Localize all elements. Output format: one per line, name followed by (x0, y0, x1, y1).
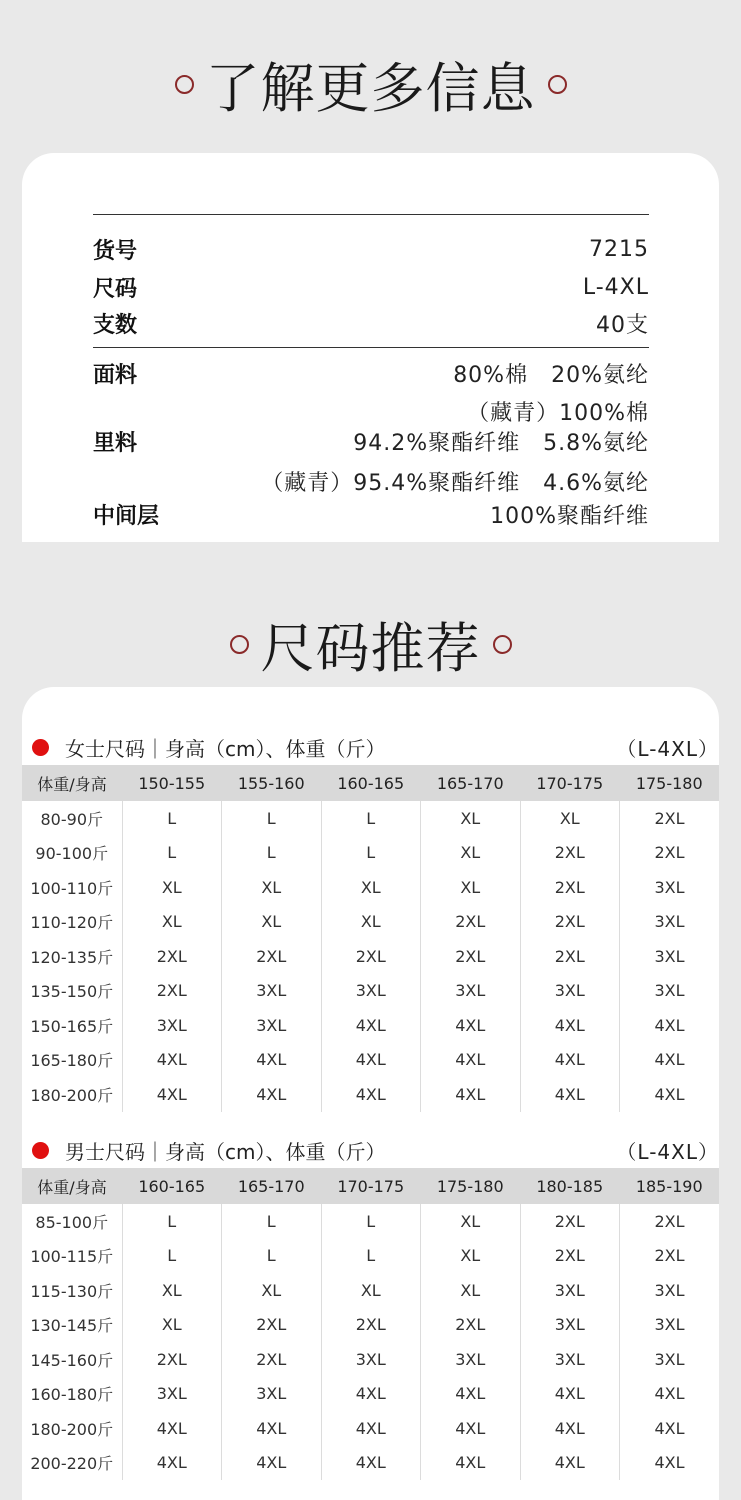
size-cell: 3XL (620, 1308, 720, 1343)
table-row (22, 1273, 719, 1308)
size-cell: 4XL (620, 1077, 720, 1112)
size-cell: 3XL (520, 1342, 620, 1377)
women-range: （L-4XL） (616, 736, 719, 761)
header-height: 170-175 (321, 1168, 421, 1204)
size-cell: XL (321, 1273, 421, 1308)
table-row (22, 870, 719, 905)
women-heading-text: 女士尺码｜身高（cm）、体重（斤） (65, 736, 386, 761)
size-cell: 2XL (122, 939, 222, 974)
size-cell: 3XL (222, 1377, 322, 1412)
header-height: 150-155 (122, 765, 222, 801)
weight-cell: 120-135斤 (30, 947, 114, 967)
weight-cell: 115-130斤 (30, 1281, 114, 1301)
size-cell: XL (122, 1273, 222, 1308)
size-cell: 3XL (620, 870, 720, 905)
size-cell: L (122, 801, 222, 836)
weight-cell: 110-120斤 (30, 913, 114, 933)
size-cell: XL (222, 905, 322, 940)
size-cell: 3XL (520, 974, 620, 1009)
info-value: 80%棉 20%氨纶 (453, 362, 649, 388)
table-row (22, 1446, 719, 1481)
size-cell: 4XL (520, 1377, 620, 1412)
size-cell: 2XL (520, 905, 620, 940)
table-row (22, 1377, 719, 1412)
size-cell: 4XL (222, 1411, 322, 1446)
table-row (22, 1411, 719, 1446)
weight-cell: 85-100斤 (35, 1212, 109, 1232)
size-cell: 2XL (222, 939, 322, 974)
size-cell: 3XL (421, 974, 521, 1009)
size-cell: L (222, 836, 322, 871)
weight-cell: 150-165斤 (30, 1016, 114, 1036)
size-cell: 4XL (321, 1008, 421, 1043)
table-row (22, 1204, 719, 1239)
size-cell: 4XL (421, 1377, 521, 1412)
size-cell: 4XL (122, 1043, 222, 1078)
header-corner: 体重/身高 (22, 765, 122, 801)
header-height: 155-160 (222, 765, 322, 801)
info-value: 40支 (596, 312, 649, 338)
table-row (22, 1008, 719, 1043)
size-cell: 3XL (421, 1342, 521, 1377)
circle-icon (548, 75, 567, 94)
weight-cell: 80-90斤 (40, 809, 103, 829)
section-title-text: 尺码推荐 (260, 616, 481, 680)
header-height: 160-165 (321, 765, 421, 801)
size-cell: 3XL (520, 1273, 620, 1308)
size-cell: 4XL (520, 1008, 620, 1043)
size-cell: 2XL (222, 1308, 322, 1343)
size-cell: XL (122, 1308, 222, 1343)
circle-icon (493, 635, 512, 654)
circle-icon (230, 635, 249, 654)
size-cell: 4XL (321, 1446, 421, 1481)
info-row-middle (93, 498, 649, 530)
size-cell: L (122, 1239, 222, 1274)
header-height: 175-180 (421, 1168, 521, 1204)
size-cell: XL (421, 801, 521, 836)
size-cell: 3XL (122, 1377, 222, 1412)
info-label: 面料 (93, 362, 138, 388)
weight-cell: 200-220斤 (30, 1454, 114, 1474)
weight-cell: 165-180斤 (30, 1051, 114, 1071)
size-cell: XL (321, 870, 421, 905)
size-cell: 2XL (520, 1204, 620, 1239)
size-cell: 2XL (421, 905, 521, 940)
size-cell: 3XL (520, 1308, 620, 1343)
size-cell: 3XL (620, 905, 720, 940)
size-cell: L (321, 1204, 421, 1239)
info-label: 货号 (93, 238, 138, 264)
size-cell: 3XL (321, 1342, 421, 1377)
section-title-text: 了解更多信息 (205, 56, 536, 120)
size-cell: 4XL (321, 1377, 421, 1412)
size-cell: 4XL (321, 1411, 421, 1446)
size-cell: 4XL (620, 1411, 720, 1446)
size-card (22, 687, 719, 1500)
info-card (22, 153, 719, 542)
size-cell: 4XL (421, 1077, 521, 1112)
info-row-size (93, 271, 649, 303)
header-height: 175-180 (620, 765, 720, 801)
weight-cell: 160-180斤 (30, 1385, 114, 1405)
weight-cell: 100-110斤 (30, 878, 114, 898)
size-cell: 2XL (520, 870, 620, 905)
info-row-item-no (93, 233, 649, 265)
size-cell: 4XL (520, 1043, 620, 1078)
size-cell: L (222, 1204, 322, 1239)
divider (93, 347, 649, 348)
size-cell: 4XL (620, 1377, 720, 1412)
section-title-size (0, 612, 741, 680)
size-cell: 4XL (321, 1043, 421, 1078)
size-cell: XL (421, 836, 521, 871)
info-row-fabric (93, 357, 649, 389)
bullet-icon (32, 1142, 49, 1159)
size-cell: XL (421, 870, 521, 905)
size-cell: 3XL (222, 1008, 322, 1043)
table-row (22, 974, 719, 1009)
size-cell: XL (122, 870, 222, 905)
size-cell: XL (421, 1239, 521, 1274)
size-cell: XL (222, 870, 322, 905)
size-cell: 2XL (321, 939, 421, 974)
size-cell: 4XL (421, 1446, 521, 1481)
size-cell: 4XL (520, 1411, 620, 1446)
size-cell: XL (222, 1273, 322, 1308)
size-cell: 2XL (122, 1342, 222, 1377)
weight-cell: 130-145斤 (30, 1316, 114, 1336)
info-label: 里料 (93, 430, 138, 456)
info-row-count (93, 307, 649, 339)
header-height: 180-185 (520, 1168, 620, 1204)
header-height: 185-190 (620, 1168, 720, 1204)
size-cell: 3XL (620, 939, 720, 974)
size-cell: 3XL (321, 974, 421, 1009)
size-cell: XL (321, 905, 421, 940)
size-cell: L (122, 1204, 222, 1239)
weight-cell: 90-100斤 (35, 844, 109, 864)
size-cell: 2XL (520, 836, 620, 871)
size-cell: 2XL (122, 974, 222, 1009)
info-row-lining (93, 425, 649, 457)
size-cell: 4XL (222, 1446, 322, 1481)
header-height: 165-170 (222, 1168, 322, 1204)
size-cell: XL (520, 801, 620, 836)
size-cell: 4XL (520, 1446, 620, 1481)
size-cell: 4XL (122, 1077, 222, 1112)
size-cell: 4XL (620, 1446, 720, 1481)
size-cell: 2XL (321, 1308, 421, 1343)
men-size-table (22, 1168, 719, 1480)
size-cell: 3XL (620, 1342, 720, 1377)
info-value: L-4XL (582, 274, 649, 300)
table-row (22, 939, 719, 974)
size-cell: 4XL (122, 1411, 222, 1446)
size-cell: 3XL (620, 974, 720, 1009)
bullet-icon (32, 739, 49, 756)
info-value: 94.2%聚酯纤维 5.8%氨纶 (353, 430, 649, 456)
header-height: 160-165 (122, 1168, 222, 1204)
women-size-table (22, 765, 719, 1112)
size-cell: 2XL (620, 801, 720, 836)
table-row (22, 1342, 719, 1377)
size-cell: 3XL (620, 1273, 720, 1308)
info-label: 尺码 (93, 276, 138, 302)
size-cell: 4XL (122, 1446, 222, 1481)
size-cell: 4XL (421, 1008, 521, 1043)
size-cell: 3XL (122, 1008, 222, 1043)
size-cell: 4XL (222, 1077, 322, 1112)
size-cell: 2XL (620, 1204, 720, 1239)
weight-cell: 180-200斤 (30, 1085, 114, 1105)
size-cell: 2XL (222, 1342, 322, 1377)
size-cell: L (321, 1239, 421, 1274)
size-cell: 4XL (421, 1043, 521, 1078)
size-cell: 4XL (321, 1077, 421, 1112)
info-value: 7215 (589, 236, 649, 262)
table-header-row (22, 765, 719, 801)
table-row (22, 905, 719, 940)
lining-line-3: （藏青）95.4%聚酯纤维 4.6%氨纶 (261, 471, 649, 496)
table-row (22, 801, 719, 836)
divider (93, 214, 649, 215)
size-cell: L (222, 1239, 322, 1274)
size-cell: XL (421, 1204, 521, 1239)
size-cell: 3XL (222, 974, 322, 1009)
size-cell: 2XL (520, 1239, 620, 1274)
info-label: 支数 (93, 312, 138, 338)
table-row (22, 1239, 719, 1274)
table-row (22, 836, 719, 871)
weight-cell: 180-200斤 (30, 1419, 114, 1439)
women-size-heading (32, 732, 719, 762)
size-cell: L (222, 801, 322, 836)
table-row (22, 1077, 719, 1112)
header-height: 170-175 (520, 765, 620, 801)
men-heading-text: 男士尺码｜身高（cm）、体重（斤） (65, 1139, 386, 1164)
weight-cell: 145-160斤 (30, 1350, 114, 1370)
size-cell: 2XL (620, 836, 720, 871)
size-cell: L (321, 836, 421, 871)
weight-cell: 135-150斤 (30, 982, 114, 1002)
info-label: 中间层 (93, 503, 160, 529)
size-cell: 4XL (222, 1043, 322, 1078)
size-cell: L (321, 801, 421, 836)
size-cell: 2XL (421, 1308, 521, 1343)
size-cell: 4XL (421, 1411, 521, 1446)
table-header-row (22, 1168, 719, 1204)
size-cell: XL (421, 1273, 521, 1308)
size-cell: 4XL (620, 1008, 720, 1043)
weight-cell: 100-115斤 (30, 1247, 114, 1267)
size-cell: 2XL (421, 939, 521, 974)
circle-icon (175, 75, 194, 94)
men-range: （L-4XL） (616, 1139, 719, 1164)
size-cell: 2XL (520, 939, 620, 974)
size-cell: XL (122, 905, 222, 940)
info-value: 100%聚酯纤维 (490, 503, 649, 529)
lining-line-1: （藏青）100%棉 (467, 401, 649, 426)
header-height: 165-170 (421, 765, 521, 801)
men-size-heading (32, 1135, 719, 1165)
table-row (22, 1308, 719, 1343)
size-cell: L (122, 836, 222, 871)
table-row (22, 1043, 719, 1078)
size-cell: 2XL (620, 1239, 720, 1274)
size-cell: 4XL (620, 1043, 720, 1078)
section-title-info (0, 52, 741, 120)
header-corner: 体重/身高 (22, 1168, 122, 1204)
size-cell: 4XL (520, 1077, 620, 1112)
